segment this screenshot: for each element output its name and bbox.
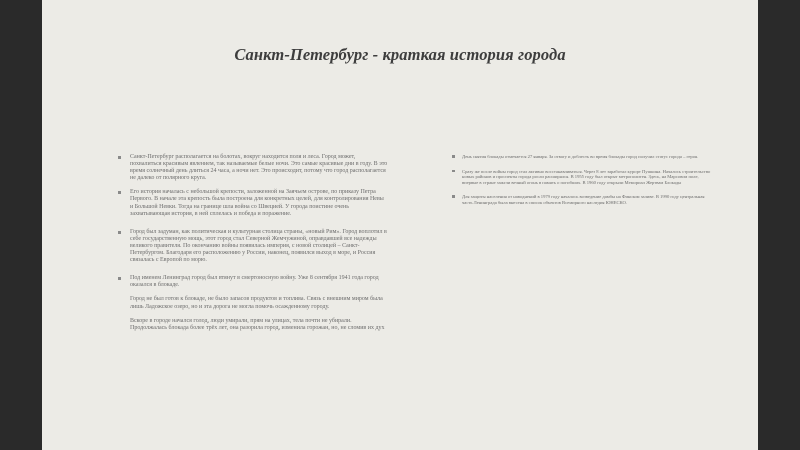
right-margin — [758, 0, 800, 450]
bullet-text: Сразу же после войны город стал активно восстанавливаться. Через 8 лет заработал курорт Пушкина. Началось строительство новых районов и проспекты города росли расширялся. В 1955 году был открыт метрополитен. Здесь, на Марсовом поле, впервые в стране зажгли вечный огонь в память о погибших. В 1960 году открыли Мемориал Жертвам Блокады — [462, 168, 711, 185]
slide — [42, 0, 758, 450]
bullet-text: Вскоре в городе начался голод, люди умирали, прям на улицах, тела почти не убирали. Продолжалась блокада более трёх лет, она разорила город, изменила горожан, но, не сломив их дух — [130, 317, 385, 331]
bullet-text: Город не был готов к блокаде, не было запасов продуктов и топлива. Связь с внешним миром была лишь Ладожское озеро, но и эта дорога не могла помочь осажденному городу. — [130, 296, 383, 310]
bullet-item — [118, 275, 388, 332]
bullet-text: Санкт-Петербург располагается на болотах, вокруг находится поля и леса. Город может, похвалиться красивым явлением, так называемые белые ночи. Это самые красивые дни в году. В это время солнечный день длиться 24 часа, а ночи нет. Это происходит, потому что город располагается не далеко от полярного круга. — [130, 154, 388, 182]
bullet-marker — [118, 277, 121, 280]
left-column — [118, 154, 388, 332]
bullet-item — [118, 189, 388, 217]
bullet-text: Для защиты населения от наводнений в 1979 году началось возведение дамбы на Финском заливе. В 1990 году центральная часть Ленинграда была внесена в список объектов Всемирного наследия ЮНЕСКО. — [462, 194, 705, 205]
bullet-marker — [118, 191, 121, 194]
bullet-item — [118, 154, 388, 182]
bullet-marker — [118, 231, 121, 234]
right-column — [452, 154, 712, 206]
bullet-marker — [452, 155, 455, 158]
bullet-marker — [118, 156, 121, 159]
bullet-item — [118, 229, 388, 264]
bullet-item — [452, 169, 712, 186]
bullet-text: Его история началась с небольшой крепости, заложенной на Заячьем острове, по приказу Петра Первого. В начале эта крепость была построена для конкретных целей, для контролирования Невы и Большой Невки. Тогда на границе шла война со Швецией. У города поистине очень захватывающая история, в ней сплелась и победа и поражение. — [130, 189, 384, 217]
slide-title: Санкт-Петербург - краткая история города — [234, 45, 566, 64]
left-margin — [0, 0, 42, 450]
bullet-item — [452, 194, 712, 205]
bullet-text: Город был задуман, как политическая и культурная столица страны, «новый Рим». Город воплотил в себе государственную мощь, этот город стал Северной Жемчужиной, оправдавшей все надежды великого правителя. По окончанию войны появилась империя, с новой столицей – Санкт-Петербургом. Благодаря его расположению у России, наконец, появился выход в море, и Россия связалась с Европой по морю. — [130, 228, 387, 264]
bullet-item — [452, 154, 712, 160]
bullet-text: Под именем Ленинград город был втянут в смертоносную войну. Уже 8 сентября 1941 года город оказался в блокаде. — [130, 275, 379, 289]
bullet-marker — [452, 195, 455, 198]
bullet-text: День снятия блокады отмечается 27 января. За отвагу и доблесть во время блокады город получил статус города – героя. — [462, 154, 699, 159]
bullet-marker — [452, 170, 455, 173]
